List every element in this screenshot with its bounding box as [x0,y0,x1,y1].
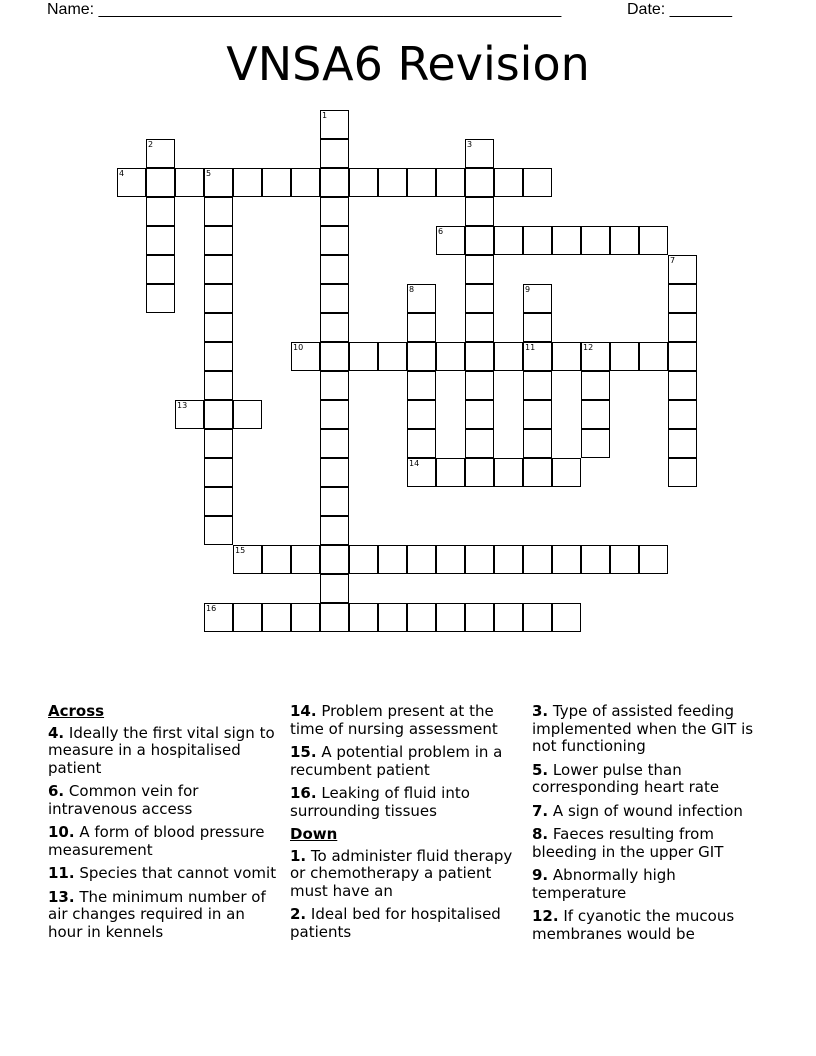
grid-cell[interactable] [465,429,494,458]
date-field[interactable]: Date: _______ [627,1,732,18]
grid-cell[interactable] [436,603,465,632]
clue-number: 6 [438,227,444,236]
grid-cell[interactable] [407,371,436,400]
clue-number: 14 [409,459,420,468]
grid-cell[interactable] [349,545,378,574]
grid-cell[interactable] [465,342,494,371]
grid-cell[interactable] [146,139,175,168]
grid-cell[interactable] [610,226,639,255]
grid-cell[interactable] [146,255,175,284]
clue-across-4: 4. Ideally the first vital sign to measure in a hospitalised patient [48,723,275,777]
grid-cell[interactable] [378,168,407,197]
grid-cell[interactable] [378,545,407,574]
grid-cell[interactable] [523,168,552,197]
grid-cell[interactable] [204,371,233,400]
grid-cell[interactable] [349,168,378,197]
grid-cell[interactable] [204,400,233,429]
grid-cell[interactable] [204,168,233,197]
clue-number: 2 [148,140,154,149]
clue-number: 11 [525,343,536,352]
grid-cell[interactable] [407,400,436,429]
clues-column-3 [532,703,764,949]
grid-cell[interactable] [204,516,233,545]
grid-cell[interactable] [378,342,407,371]
across-heading: Across [48,702,105,720]
grid-cell[interactable] [175,400,204,429]
grid-cell[interactable] [204,255,233,284]
grid-cell[interactable] [436,545,465,574]
name-field[interactable]: Name: ____________________________________________________ [47,1,562,18]
grid-cell[interactable] [668,255,697,284]
grid-cell[interactable] [204,284,233,313]
grid-cell[interactable] [581,545,610,574]
grid-cell[interactable] [668,458,697,487]
clue-down-1: 1. To administer fluid therapy or chemotherapy a patient must have an [290,846,513,900]
grid-cell[interactable] [320,574,349,603]
grid-cell[interactable] [552,458,581,487]
grid-cell[interactable] [494,458,523,487]
grid-cell[interactable] [320,603,349,632]
grid-cell[interactable] [581,429,610,458]
clues-column-1 [48,703,280,947]
grid-cell[interactable] [291,168,320,197]
clue-across-10: 10. A form of blood pressure measurement [48,823,265,859]
grid-cell[interactable] [320,400,349,429]
grid-cell[interactable] [262,603,291,632]
grid-cell[interactable] [494,226,523,255]
down-heading: Down [290,825,338,843]
grid-cell[interactable] [494,545,523,574]
grid-cell[interactable] [581,400,610,429]
grid-cell[interactable] [465,168,494,197]
clue-number: 3 [467,140,473,149]
grid-cell[interactable] [465,400,494,429]
grid-cell[interactable] [175,168,204,197]
grid-cell[interactable] [523,284,552,313]
grid-cell[interactable] [349,342,378,371]
grid-cell[interactable] [581,371,610,400]
grid-cell[interactable] [465,197,494,226]
clue-down-8: 8. Faeces resulting from bleeding in the upper GIT [532,825,724,861]
grid-cell[interactable] [581,226,610,255]
grid-cell[interactable] [523,603,552,632]
grid-cell[interactable] [233,603,262,632]
grid-cell[interactable] [465,139,494,168]
grid-cell[interactable] [320,313,349,342]
clues-column-2 [290,703,522,947]
clue-number: 1 [322,111,328,120]
grid-cell[interactable] [523,226,552,255]
grid-cell[interactable] [204,226,233,255]
grid-cell[interactable] [465,458,494,487]
clue-across-13: 13. The minimum number of air changes required in an hour in kennels [48,887,266,941]
grid-cell[interactable] [204,458,233,487]
clue-number: 10 [293,343,304,352]
grid-cell[interactable] [320,487,349,516]
grid-cell[interactable] [204,342,233,371]
grid-cell[interactable] [291,603,320,632]
grid-cell[interactable] [407,603,436,632]
grid-cell[interactable] [552,603,581,632]
clue-down-12: 12. If cyanotic the mucous membranes would be [532,907,735,943]
grid-cell[interactable] [320,545,349,574]
clue-number: 9 [525,285,531,294]
grid-cell[interactable] [320,284,349,313]
clue-down-3: 3. Type of assisted feeding implemented when the GIT is not functioning [532,702,754,755]
grid-cell[interactable] [465,545,494,574]
grid-cell[interactable] [436,168,465,197]
grid-cell[interactable] [465,371,494,400]
grid-cell[interactable] [523,545,552,574]
grid-cell[interactable] [146,197,175,226]
grid-cell[interactable] [494,603,523,632]
grid-cell[interactable] [465,603,494,632]
grid-cell[interactable] [436,458,465,487]
grid-cell[interactable] [552,342,581,371]
grid-cell[interactable] [523,458,552,487]
grid-cell[interactable] [349,603,378,632]
grid-cell[interactable] [146,284,175,313]
clue-number: 15 [235,546,246,555]
grid-cell[interactable] [639,226,668,255]
grid-cell[interactable] [610,342,639,371]
grid-cell[interactable] [291,545,320,574]
grid-cell[interactable] [668,371,697,400]
grid-cell[interactable] [378,603,407,632]
clue-across-16: 16. Leaking of fluid into surrounding tissues [290,784,470,820]
grid-cell[interactable] [407,313,436,342]
grid-cell[interactable] [320,342,349,371]
clue-across-14: 14. Problem present at the time of nursing assessment [290,702,498,738]
grid-cell[interactable] [320,197,349,226]
grid-cell[interactable] [233,545,262,574]
grid-cell[interactable] [117,168,146,197]
grid-cell[interactable] [494,342,523,371]
clue-number: 4 [119,169,125,178]
grid-cell[interactable] [320,371,349,400]
grid-cell[interactable] [668,313,697,342]
clue-across-6: 6. Common vein for intravenous access [48,782,199,818]
grid-cell[interactable] [320,429,349,458]
grid-cell[interactable] [465,284,494,313]
grid-cell[interactable] [146,168,175,197]
grid-cell[interactable] [262,168,291,197]
grid-cell[interactable] [204,487,233,516]
grid-cell[interactable] [407,168,436,197]
grid-cell[interactable] [262,545,291,574]
grid-cell[interactable] [523,313,552,342]
grid-cell[interactable] [668,342,697,371]
grid-cell[interactable] [407,458,436,487]
grid-cell[interactable] [320,516,349,545]
grid-cell[interactable] [233,168,262,197]
clue-number: 12 [583,343,594,352]
grid-cell[interactable] [407,545,436,574]
grid-cell[interactable] [407,342,436,371]
grid-cell[interactable] [320,110,349,139]
clue-number: 7 [670,256,676,265]
grid-cell[interactable] [581,342,610,371]
page-title: VNSA6 Revision [226,37,590,91]
grid-cell[interactable] [668,284,697,313]
grid-cell[interactable] [523,400,552,429]
clue-down-9: 9. Abnormally high temperature [532,866,676,902]
clue-number: 5 [206,169,212,178]
grid-cell[interactable] [204,313,233,342]
grid-cell[interactable] [204,603,233,632]
grid-cell[interactable] [639,342,668,371]
clue-across-15: 15. A potential problem in a recumbent patient [290,743,503,779]
grid-cell[interactable] [465,313,494,342]
grid-cell[interactable] [233,400,262,429]
grid-cell[interactable] [465,255,494,284]
grid-cell[interactable] [407,429,436,458]
grid-cell[interactable] [523,429,552,458]
grid-cell[interactable] [668,400,697,429]
clue-down-5: 5. Lower pulse than corresponding heart rate [532,760,720,796]
grid-cell[interactable] [436,342,465,371]
grid-cell[interactable] [436,226,465,255]
grid-cell[interactable] [407,284,436,313]
clue-down-2: 2. Ideal bed for hospitalised patients [290,905,501,941]
grid-cell[interactable] [465,226,494,255]
grid-cell[interactable] [320,255,349,284]
grid-cell[interactable] [552,545,581,574]
grid-cell[interactable] [668,429,697,458]
grid-cell[interactable] [639,545,668,574]
clue-number: 16 [206,604,217,613]
grid-cell[interactable] [552,226,581,255]
clue-down-7: 7. A sign of wound infection [532,801,743,820]
grid-cell[interactable] [291,342,320,371]
grid-cell[interactable] [204,197,233,226]
grid-cell[interactable] [320,226,349,255]
clue-across-11: 11. Species that cannot vomit [48,864,277,882]
grid-cell[interactable] [204,429,233,458]
clue-number: 13 [177,401,188,410]
grid-cell[interactable] [320,458,349,487]
grid-cell[interactable] [610,545,639,574]
grid-cell[interactable] [320,139,349,168]
grid-cell[interactable] [523,342,552,371]
clue-number: 8 [409,285,415,294]
grid-cell[interactable] [523,371,552,400]
grid-cell[interactable] [146,226,175,255]
grid-cell[interactable] [320,168,349,197]
grid-cell[interactable] [494,168,523,197]
